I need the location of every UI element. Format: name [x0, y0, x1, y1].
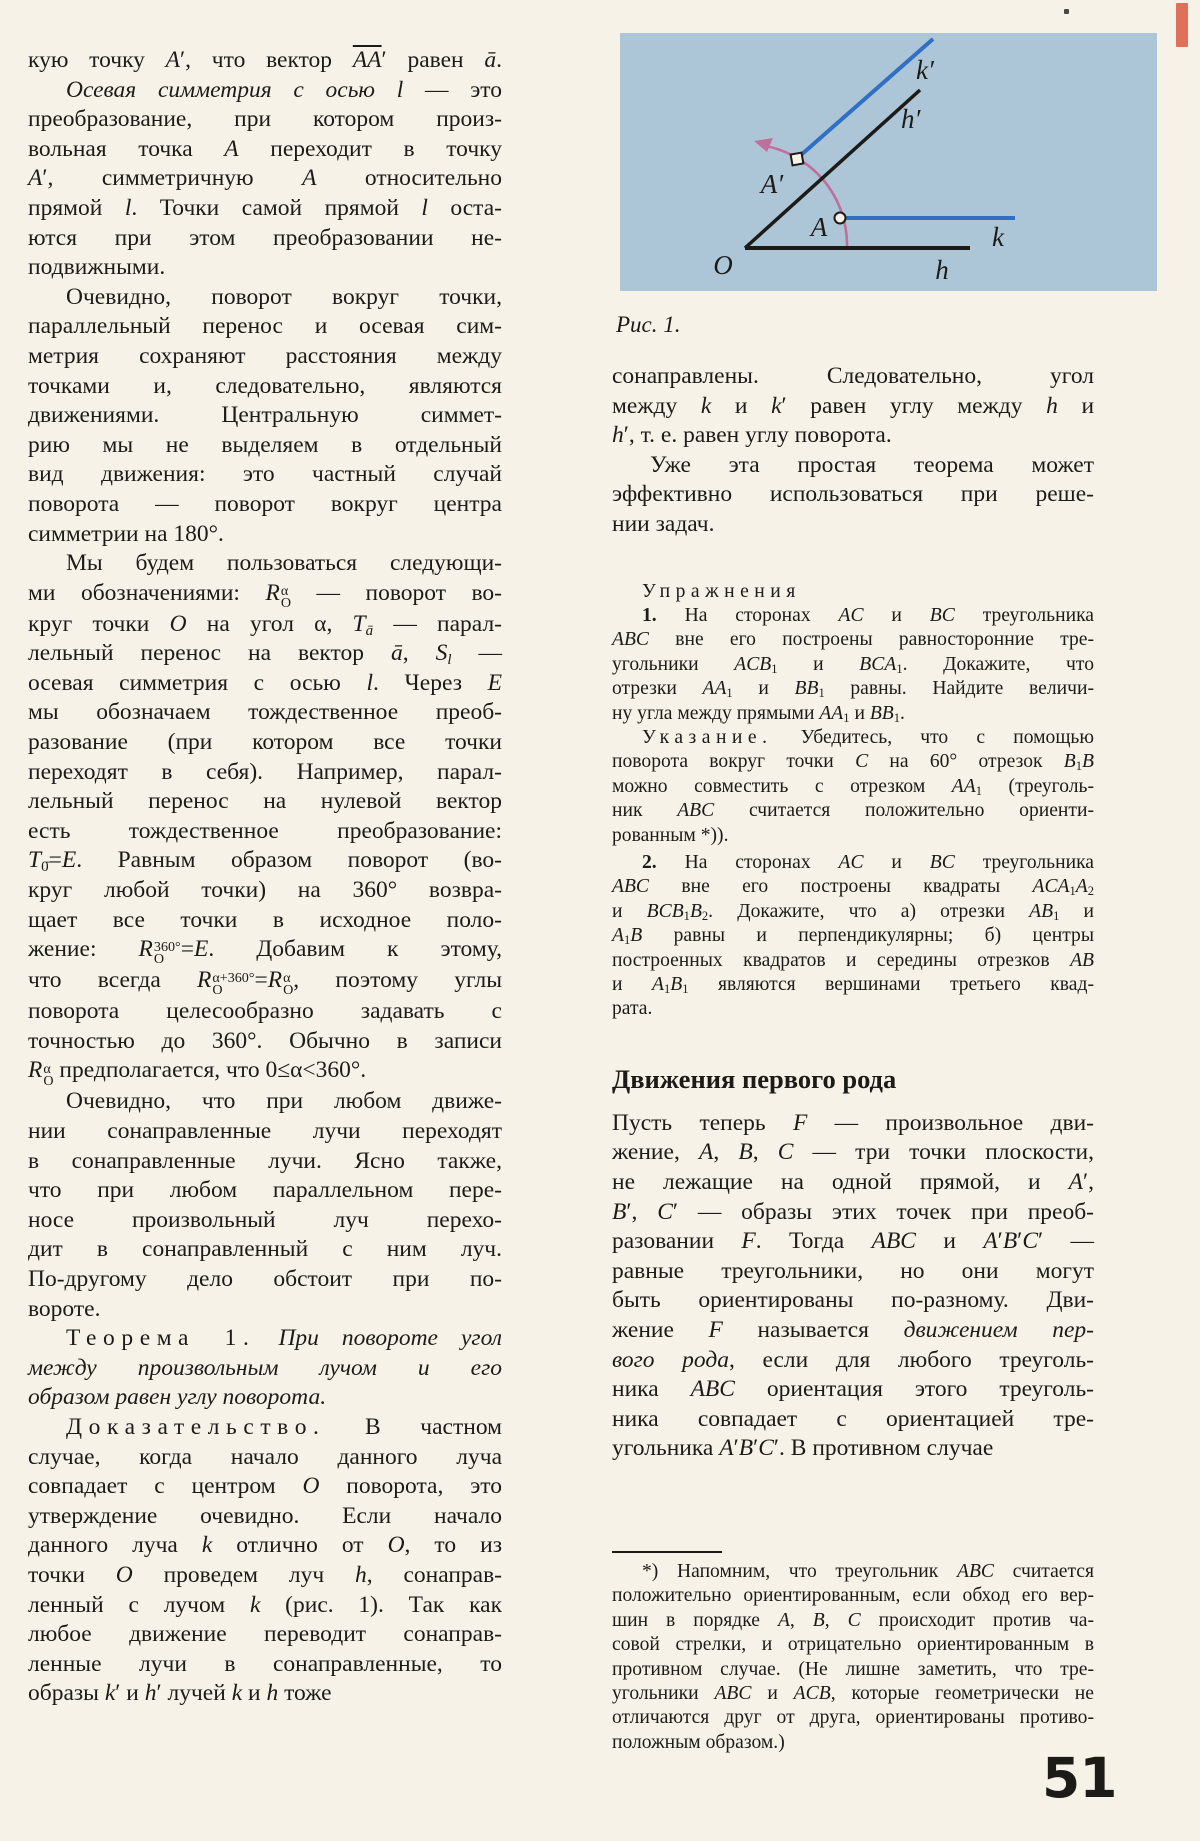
text-line: Очевидно, что при любом движе- — [66, 1088, 502, 1115]
label-a: A — [810, 212, 828, 242]
text-line: и $BCB_1B_2$. Докажите, что а) отрезки $AB_1$ и — [612, 900, 1094, 923]
text-line: осевая симметрия с осью l. Через E — [28, 669, 502, 696]
text-line: угольника A′B′C′. В противном случае — [612, 1435, 994, 1462]
para-simple-theorem — [612, 451, 1094, 540]
footnote — [612, 1560, 1094, 1755]
text-line: рованным *)). — [612, 824, 729, 846]
exercises-header — [612, 580, 1094, 604]
text-line: преобразование, при котором произ- — [28, 106, 502, 133]
text-line: между k и k′ равен углу между h и — [612, 392, 1095, 419]
text-line: движениями. Центральную симмет- — [28, 402, 502, 429]
text-line: $A_1B$ равны и перпендикулярны; б) центры — [612, 925, 1094, 948]
text-line: Движения первого рода — [612, 1063, 897, 1094]
text-line: угольники ABC и ACB, которые геометрически не — [612, 1683, 1094, 1705]
text-line: Теорема 1. При повороте угол — [66, 1325, 503, 1352]
text-line: ми обозначениями: R α O — поворот во- — [28, 579, 502, 611]
text-line: жение, A, B, C — три точки плоскости, — [612, 1139, 1095, 1166]
text-line: совой стрелки, и отрицательно ориентированным в — [612, 1634, 1094, 1656]
text-line: щает все точки в исходное поло- — [28, 906, 502, 933]
text-line: 2. На сторонах AC и BC треугольника — [642, 852, 1094, 874]
text-line: образы k′ и h′ лучей k и h тоже — [28, 1680, 332, 1707]
text-line: совпадает с центром O поворота, это — [28, 1473, 502, 1500]
text-line: поворота вокруг точки C на 60° отрезок $B_1B$ — [612, 751, 1094, 774]
point-a-marker — [835, 213, 846, 224]
text-line: круг любой точки) на 360° возвра- — [28, 877, 502, 904]
text-line: что всегда R α+360° O =R α O , поэтому углы — [28, 967, 502, 999]
text-line: По-другому дело обстоит при по- — [28, 1266, 502, 1293]
para-continuation — [28, 46, 502, 76]
text-line: построенных квадратов и середины отрезков AB — [612, 949, 1094, 971]
text-line: метрия сохраняют расстояния между — [28, 342, 502, 369]
text-line: случае, когда начало данного луча — [28, 1443, 502, 1470]
text-line: точками и, следовательно, являются — [28, 372, 502, 399]
label-h-prime: h′ — [901, 104, 921, 134]
text-line: ABC вне его построены равносторонние тре- — [612, 629, 1094, 651]
text-line: равные треугольники, но они могут — [612, 1257, 1094, 1284]
text-line: ются при этом преобразовании не- — [28, 224, 502, 251]
text-line: нии задач. — [612, 510, 715, 537]
text-line: R α O предполагается, что 0≤α<360°. — [28, 1057, 367, 1089]
text-line: ника совпадает с ориентацией тре- — [612, 1405, 1094, 1432]
section-header-first-kind — [612, 1063, 1094, 1095]
text-line: дит в сонаправленный с ним луч. — [28, 1236, 502, 1263]
ink-speck — [1064, 9, 1069, 14]
page-number: 51 — [1042, 1746, 1117, 1810]
text-line: разовании F. Тогда ABC и A′B′C′ — — [612, 1228, 1095, 1255]
label-k-prime: k′ — [916, 55, 934, 85]
text-line: ник ABC считается положительно ориенти- — [612, 800, 1094, 822]
text-line: рию мы не выделяем в отдельный — [28, 431, 502, 458]
text-line: вороте. — [28, 1295, 101, 1322]
text-line: поворота — поворот вокруг центра — [28, 490, 502, 517]
left-column — [28, 46, 502, 1709]
para-notation — [28, 549, 502, 1087]
text-line: не лежащие на одной прямой, и A′, — [612, 1169, 1094, 1196]
label-a-prime: A′ — [760, 169, 784, 199]
text-line: и $A_1B_1$ являются вершинами третьего квад- — [612, 974, 1094, 997]
text-line: в сонаправленные лучи. Ясно также, — [28, 1147, 502, 1174]
text-line: шин в порядке A, B, C происходит против ча- — [612, 1609, 1095, 1631]
text-line: Очевидно, поворот вокруг точки, — [66, 283, 502, 310]
text-line: Пусть теперь F — произвольное дви- — [612, 1109, 1094, 1136]
text-line: лельный перенос на вектор ā, $S_l$ — — [28, 640, 502, 669]
text-line: подвижными. — [28, 254, 166, 281]
text-line: ленные лучи в сонаправленные, то — [28, 1650, 502, 1677]
text-line: любое движение переводит сонаправ- — [28, 1621, 502, 1648]
text-line: положительно ориентированным, если обход его вер- — [612, 1585, 1094, 1607]
para-consequently — [612, 362, 1094, 451]
para-first-kind — [612, 1109, 1094, 1464]
exercise-1 — [612, 604, 1094, 726]
text-line: противном случае. (Не лишне заметить, что тре- — [612, 1658, 1094, 1680]
text-line: ABC вне его построены квадраты $ACA_1A_2$ — [612, 876, 1094, 899]
point-a-prime-marker — [791, 153, 804, 166]
text-line: ника ABC ориентация этого треуголь- — [612, 1376, 1094, 1403]
text-line: вольная точка A переходит в точку — [28, 135, 502, 162]
text-line: разование (при котором все точки — [28, 729, 502, 756]
text-line: ну угла между прямыми $AA_1$ и $BB_1$. — [612, 702, 905, 725]
text-line: положным образом.) — [612, 1731, 785, 1753]
para-proof — [28, 1413, 502, 1709]
figure-background — [620, 33, 1157, 291]
text-line: Упражнения — [642, 580, 801, 602]
label-o: O — [713, 250, 733, 280]
para-theorem — [28, 1324, 502, 1413]
text-line: между произвольным лучом и его — [28, 1354, 502, 1381]
text-line: образом равен углу поворота. — [28, 1384, 327, 1411]
label-h: h — [935, 255, 949, 285]
footnote-rule — [612, 1551, 722, 1553]
text-line: отличаются друг от друга, ориентированы противо- — [612, 1707, 1094, 1729]
text-line: что при любом параллельном пере- — [28, 1177, 502, 1204]
text-line: переходят в себя). Например, парал- — [28, 758, 502, 785]
text-line: мы обозначаем тождественное преоб- — [28, 699, 502, 726]
text-line: отрезки $AA_1$ и $BB_1$ равны. Найдите величи- — [612, 678, 1094, 701]
text-line: Осевая симметрия с осью l — это — [66, 76, 502, 103]
text-line: точностью до 360°. Обычно в записи — [28, 1027, 502, 1054]
text-line: кую точку A′, что вектор $\overline{AA}'$ равен ā. — [28, 47, 502, 73]
text-line: A′, симметричную A относительно — [28, 165, 502, 192]
text-line: круг точки O на угол α, $T_ā$ — парал- — [28, 610, 502, 639]
para-movements — [28, 283, 502, 549]
para-codirected — [28, 1087, 502, 1324]
figure-caption: Рис. 1. — [616, 312, 681, 337]
text-line: Уже эта простая теорема может — [650, 451, 1094, 478]
text-line: рата. — [612, 998, 653, 1020]
text-line: можно совместить с отрезком $AA_1$ (треуголь- — [612, 775, 1094, 798]
text-line: лельный перенос на нулевой вектор — [28, 788, 502, 815]
text-line: симметрии на 180°. — [28, 520, 224, 547]
text-line: h′, т. е. равен углу поворота. — [612, 422, 892, 449]
text-line: *) Напомним, что треугольник ABC считается — [642, 1561, 1095, 1582]
text-line: B′, C′ — образы этих точек при преоб- — [612, 1198, 1094, 1225]
text-line: угольники $ACB_1$ и $BCA_1$. Докажите, что — [612, 653, 1094, 676]
text-line: параллельный перенос и осевая сим- — [28, 313, 502, 340]
figure-1 — [620, 33, 1157, 293]
exercise-2 — [612, 851, 1094, 1022]
figure-1-drawing — [620, 33, 1157, 293]
text-line: есть тождественное преобразование: — [28, 817, 502, 844]
text-line: жение F называется движением пер- — [612, 1317, 1094, 1344]
text-line: Доказательство. В частном — [66, 1414, 502, 1440]
red-edge-mark — [1176, 3, 1188, 47]
text-line: утверждение очевидно. Если начало — [28, 1502, 502, 1529]
para-axial-symmetry — [28, 76, 502, 283]
text-line: поворота целесообразно задавать с — [28, 998, 502, 1025]
text-line: $T_{0̄}=E$. Равным образом поворот (во- — [28, 847, 502, 876]
exercise-1-hint — [612, 726, 1094, 848]
text-line: быть ориентированы по-разному. Дви- — [612, 1287, 1094, 1314]
label-k: k — [992, 222, 1004, 252]
text-line: прямой l. Точки самой прямой l оста- — [28, 194, 502, 221]
text-line: жение: R 360° O =E. Добавим к этому, — [28, 936, 502, 968]
text-line: 1. На сторонах AC и BC треугольника — [642, 604, 1094, 626]
text-line: ленный с лучом k (рис. 1). Так как — [28, 1591, 502, 1618]
text-line: носе произвольный луч перехо- — [28, 1206, 502, 1233]
text-line: сонаправлены. Следовательно, угол — [612, 363, 1094, 389]
text-line: вого рода, если для любого треуголь- — [612, 1346, 1095, 1373]
text-line: точки O проведем луч h, сонаправ- — [28, 1561, 503, 1588]
text-line: Указание. Убедитесь, что с помощью — [642, 727, 1094, 748]
text-line: нии сонаправленные лучи переходят — [28, 1118, 502, 1145]
right-column — [612, 362, 1094, 1755]
text-line: эффективно использоваться при реше- — [612, 481, 1094, 508]
text-line: вид движения: это частный случай — [28, 461, 502, 488]
text-line: данного луча k отлично от O, то из — [28, 1532, 502, 1559]
text-line: Мы будем пользоваться следующи- — [66, 550, 502, 577]
